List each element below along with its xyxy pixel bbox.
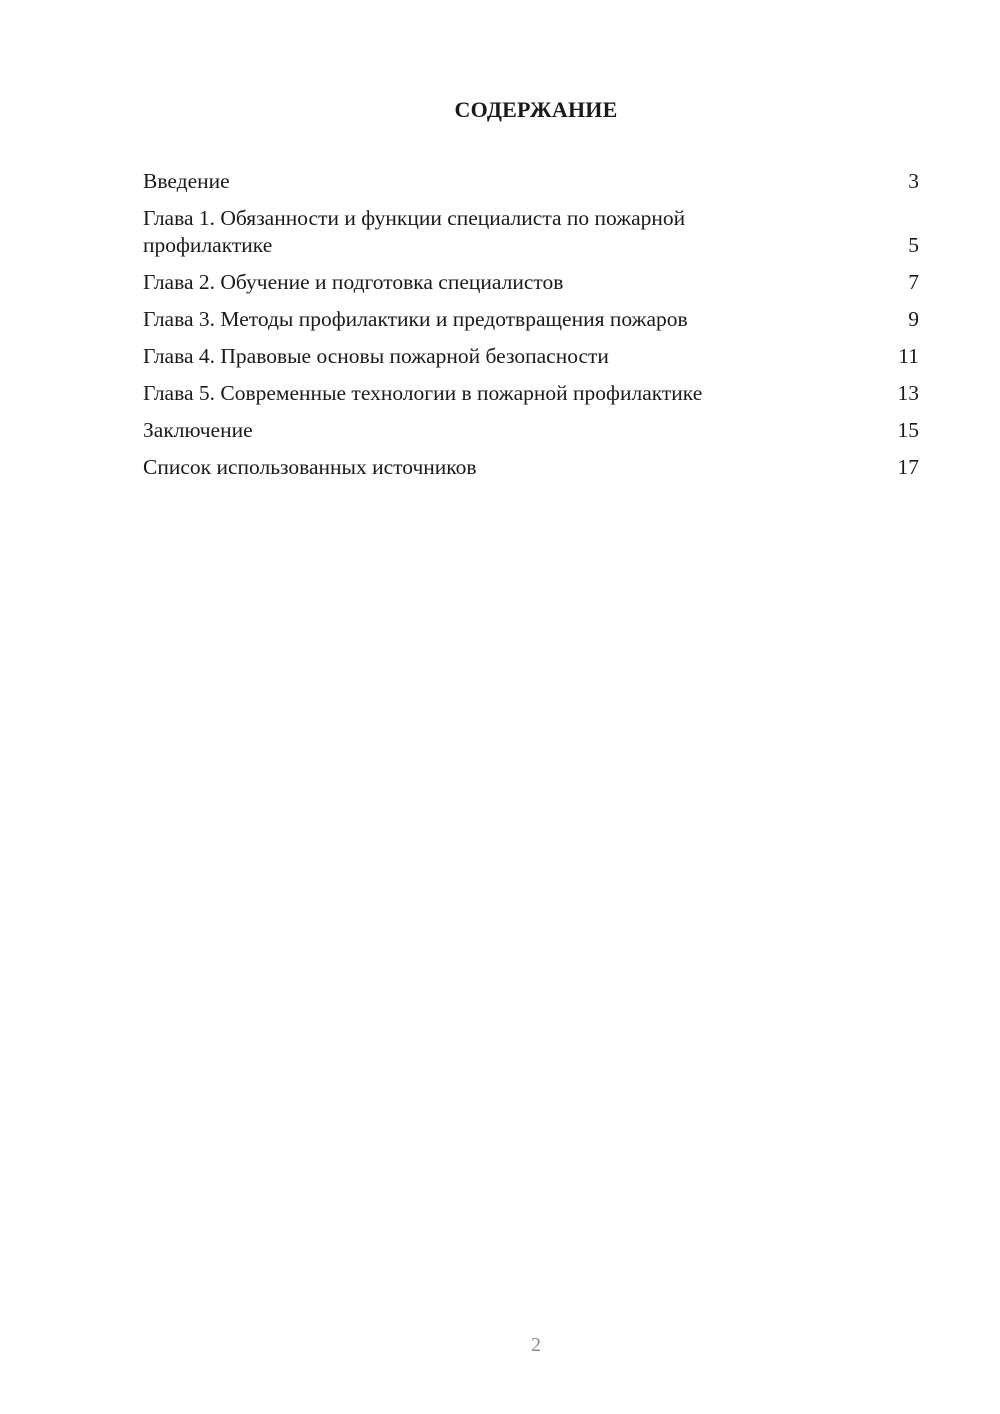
toc-entry-chapter-5 [143,380,919,407]
toc-entry-text: Список использованных источников [143,455,477,479]
page-number: 2 [531,1334,541,1356]
toc-entry-text: Глава 1. Обязанности и функции специалиста по пожарной профилактике [143,206,686,257]
toc-entry-page: 11 [898,344,919,368]
toc-entry-page: 3 [908,169,919,193]
toc-entry-text: Введение [143,169,230,193]
toc-entry-page: 9 [908,307,919,331]
toc-entry-text: Глава 2. Обучение и подготовка специалистов [143,270,564,294]
toc-entry-page: 15 [897,418,919,442]
toc-entry-page: 7 [908,270,919,294]
toc-entry-text: Глава 5. Современные технологии в пожарной профилактике [143,381,703,405]
toc-entry-page: 17 [897,455,919,479]
toc-entry-chapter-4 [143,343,919,370]
toc-entry-chapter-1 [143,205,919,259]
toc-entry-introduction [143,168,919,195]
toc-entry-chapter-3 [143,306,919,333]
toc-entry-references [143,454,919,481]
toc-entry-page: 5 [908,233,919,257]
toc-entry-page: 13 [897,381,919,405]
table-of-contents [143,168,919,491]
toc-entry-conclusion [143,417,919,444]
toc-entry-text: Заключение [143,418,253,442]
toc-entry-text: Глава 4. Правовые основы пожарной безопасности [143,344,609,368]
toc-entry-chapter-2 [143,269,919,296]
page-title: СОДЕРЖАНИЕ [454,97,618,122]
toc-entry-text: Глава 3. Методы профилактики и предотвращения пожаров [143,307,688,331]
